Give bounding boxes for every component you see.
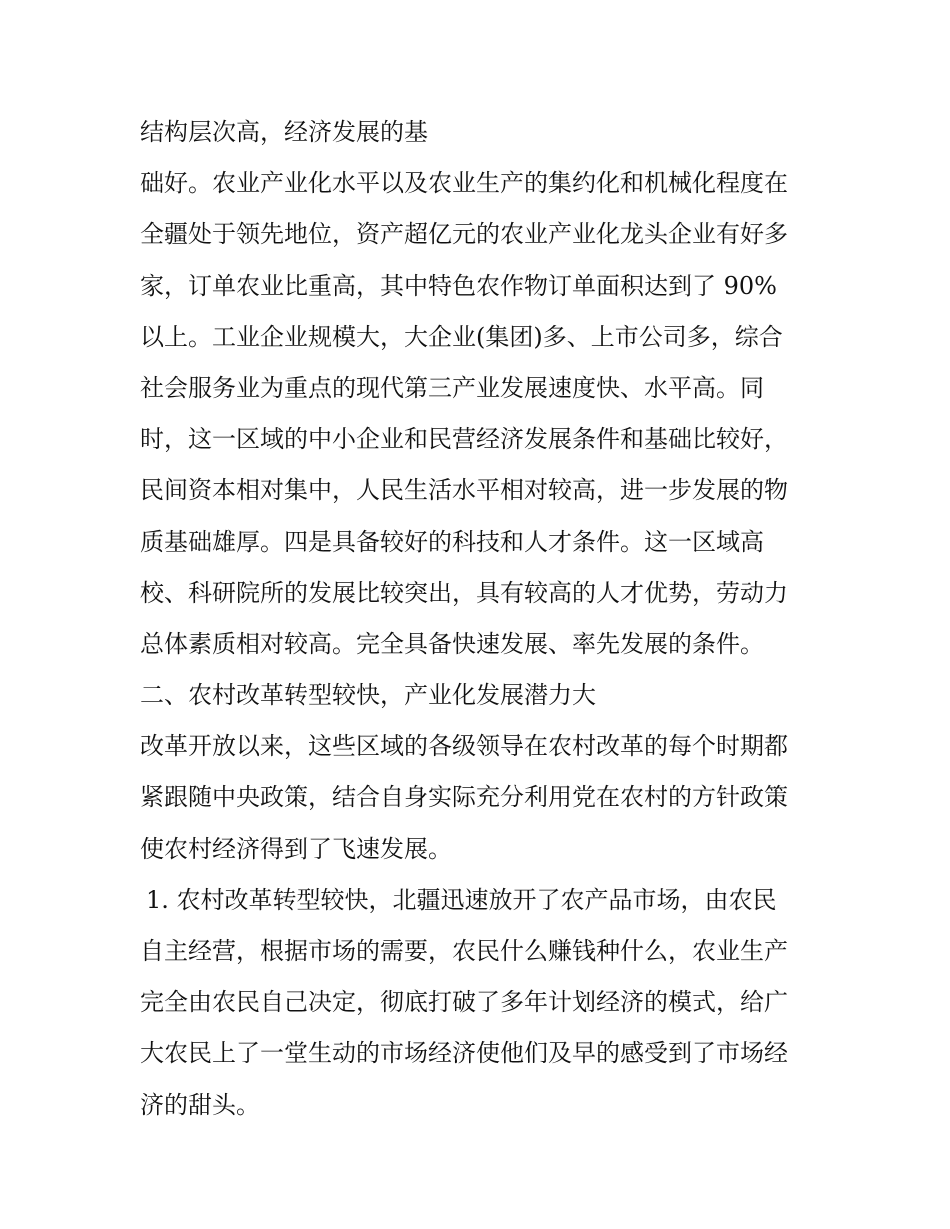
numbered-item-line-1: 1. 农村改革转型较快，北疆迅速放开了农产品市场，由农民	[146, 885, 777, 914]
paragraph-line-6: 社会服务业为重点的现代第三产业发展速度快、水平高。同	[140, 373, 764, 402]
numbered-item-line-5: 济的甜头。	[140, 1090, 260, 1119]
paragraph-line-15: 使农村经济得到了飞速发展。	[140, 834, 452, 863]
section-heading: 二、农村改革转型较快，产业化发展潜力大	[140, 681, 596, 710]
numbered-item-line-4: 大农民上了一堂生动的市场经济使他们及早的感受到了市场经	[140, 1039, 788, 1068]
paragraph-line-10: 校、科研院所的发展比较突出，具有较高的人才优势，劳动力	[140, 578, 788, 607]
paragraph-line-7: 时，这一区域的中小企业和民营经济发展条件和基础比较好，	[140, 425, 788, 454]
paragraph-line-2: 础好。农业产业化水平以及农业生产的集约化和机械化程度在	[140, 169, 788, 198]
paragraph-line-5: 以上。工业企业规模大，大企业(集团)多、上市公司多，综合	[140, 322, 783, 351]
document-body	[140, 107, 820, 1131]
paragraph-line-3: 全疆处于领先地位，资产超亿元的农业产业化龙头企业有好多	[140, 220, 788, 249]
paragraph-line-4: 家，订单农业比重高，其中特色农作物订单面积达到了 90%	[140, 271, 777, 300]
paragraph-line-8: 民间资本相对集中，人民生活水平相对较高，进一步发展的物	[140, 476, 788, 505]
paragraph-line-1: 结构层次高，经济发展的基	[140, 118, 428, 146]
numbered-item-line-2: 自主经营，根据市场的需要，农民什么赚钱种什么，农业生产	[140, 937, 788, 965]
numbered-item-line-3: 完全由农民自己决定，彻底打破了多年计划经济的模式，给广	[140, 988, 788, 1017]
paragraph-line-13: 改革开放以来，这些区域的各级领导在农村改革的每个时期都	[140, 732, 788, 761]
paragraph-line-9: 质基础雄厚。四是具备较好的科技和人才条件。这一区域高	[140, 527, 764, 556]
paragraph-line-11: 总体素质相对较高。完全具备快速发展、率先发展的条件。	[140, 629, 764, 658]
paragraph-line-14: 紧跟随中央政策，结合自身实际充分利用党在农村的方针政策	[140, 783, 788, 812]
